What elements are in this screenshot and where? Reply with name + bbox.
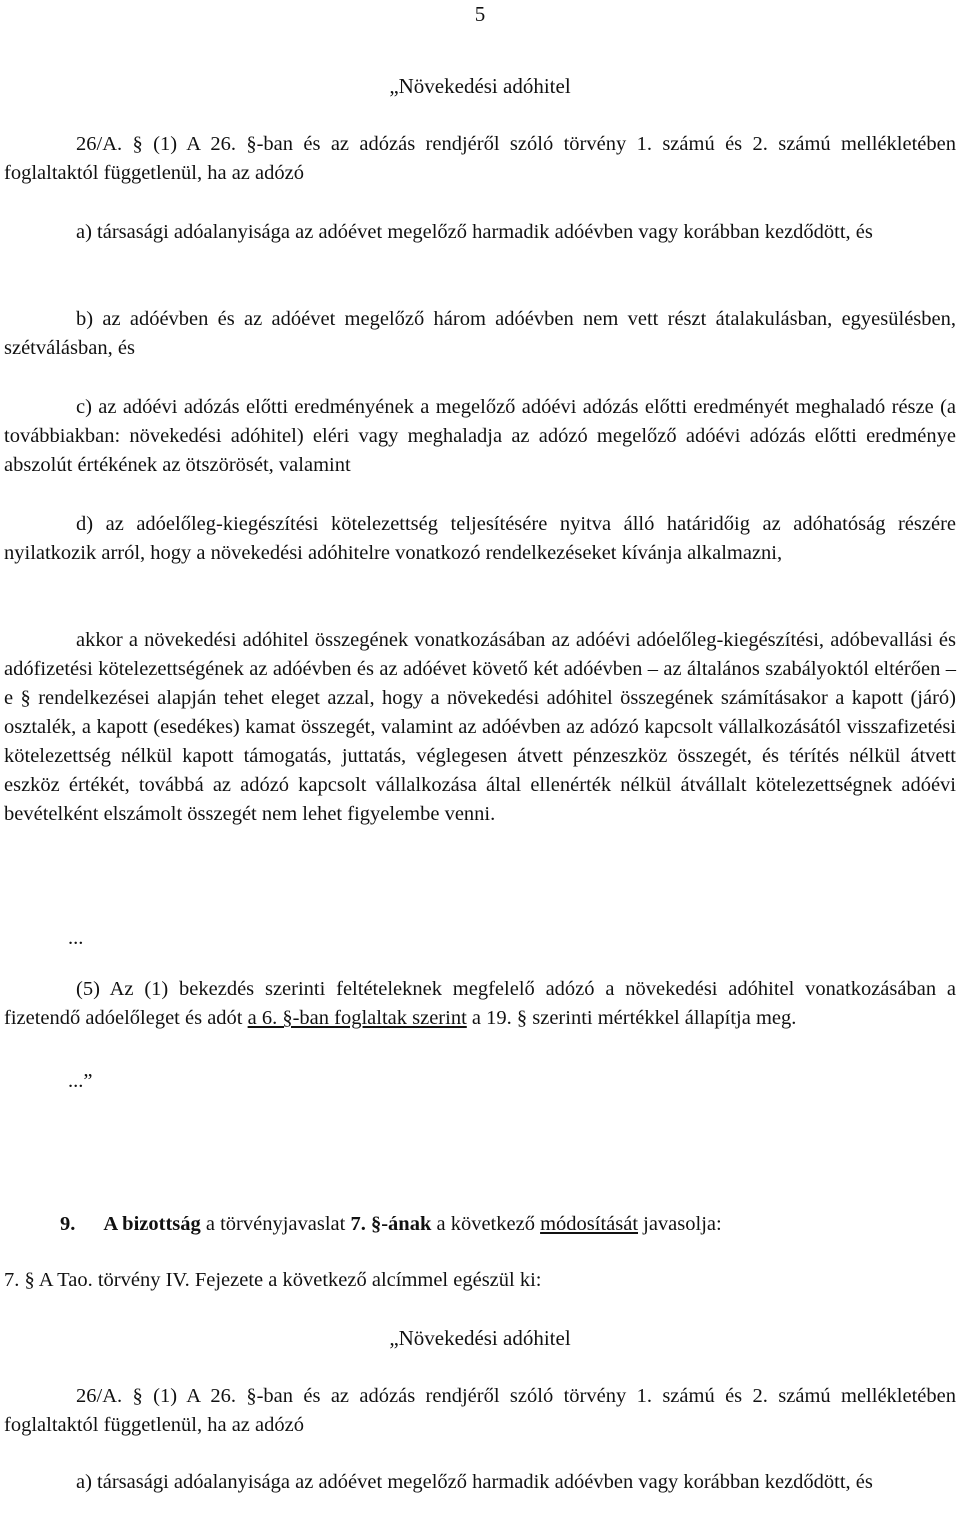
point-d: d) az adóelőleg-kiegészítési kötelezettség teljesítésére nyitva álló határidőig az adóhatóság részére nyilatkozik arról, hogy a növekedési adóhitelre vonatkozó rendelkezéseket kívánja alkalmazni, <box>4 513 956 564</box>
paragraph-akkor: akkor a növekedési adóhitel összegének vonatkozásában az adóévi adóelőleg-kiegészítési, adóbevallási és adófizetési kötelezettségének az adóévben és az adóévet követő két adóévben – az általános szabályoktól eltérően – e § rendelkezései alapján tehet eleget azzal, hogy a növekedési adóhitel összegének számításakor a kapott (járó) osztalék, a kapott (esedékes) kamat összegét, valamint az adóévben az adózó kapcsolt vállalkozásától visszafizetési kötelezettség nélkül kapott támogatás, juttatás, véglegesen átvett pénzeszköz összegét, és térítés nélkül átvett eszköz értékét, továbbá az adózó kapcsolt vállalkozása által ellenérték nélkül átvállalt kötelezettségnek adóévi bevételként elszámolt összegét nem lehet figyelembe venni. <box>4 629 956 825</box>
section-heading: „Növekedési adóhitel <box>389 74 571 98</box>
item-text-3: javasolja: <box>638 1213 722 1235</box>
item-number: 9. <box>60 1213 76 1235</box>
point-b: b) az adóévben és az adóévet megelőző három adóévben nem vett részt átalakulásban, egyesülésben, szétválásban, és <box>4 308 956 359</box>
section-reference: 7. §-ának <box>350 1213 432 1235</box>
section-7-line: 7. § A Tao. törvény IV. Fejezete a következő alcímmel egészül ki: <box>4 1269 542 1291</box>
underlined-reference: a 6. §-ban foglaltak szerint <box>247 1007 467 1029</box>
paragraph-5-text: (5) Az (1) bekezdés szerinti feltételeknek megfelelő adózó a növekedési adóhitel vonatkozásában a fizetendő adóelőleget és adót <box>4 978 956 1029</box>
item-text: a törvényjavaslat <box>200 1213 351 1235</box>
closing-ellipsis: ...” <box>68 1070 93 1092</box>
paragraph-5 <box>4 975 956 1033</box>
point-a: a) társasági adóalanyisága az adóévet megelőző harmadik adóévben vagy korábban kezdődött, és <box>76 221 873 243</box>
paragraph-26a-1: 26/A. § (1) A 26. §-ban és az adózás rendjéről szóló törvény 1. számú és 2. számú mellékletében foglaltaktól függetlenül, ha az adózó <box>4 133 956 184</box>
page-number: 5 <box>474 2 486 26</box>
item-text-2: a következő <box>431 1213 541 1235</box>
ellipsis: ... <box>68 927 84 949</box>
committee-label: A bizottság <box>103 1213 201 1235</box>
paragraph-26a-1-repeat: 26/A. § (1) A 26. §-ban és az adózás rendjéről szóló törvény 1. számú és 2. számú mellékletében foglaltaktól függetlenül, ha az adózó <box>4 1385 956 1436</box>
paragraph-5-text-end: a 19. § szerinti mértékkel állapítja meg. <box>466 1007 797 1029</box>
amendment-item-9 <box>60 1210 960 1239</box>
point-c: c) az adóévi adózás előtti eredményének a megelőző adóévi adózás előtti eredményét meghaladó része (a továbbiakban: növekedési adóhitel) eléri vagy meghaladja az adózó megelőző adóévi adózás előtti eredménye abszolút értékének az ötszörösét, valamint <box>4 396 956 476</box>
modification-word: módosítását <box>540 1213 639 1235</box>
point-a-repeat: a) társasági adóalanyisága az adóévet megelőző harmadik adóévben vagy korábban kezdődött, és <box>76 1471 873 1493</box>
section-heading-repeat: „Növekedési adóhitel <box>389 1326 571 1350</box>
